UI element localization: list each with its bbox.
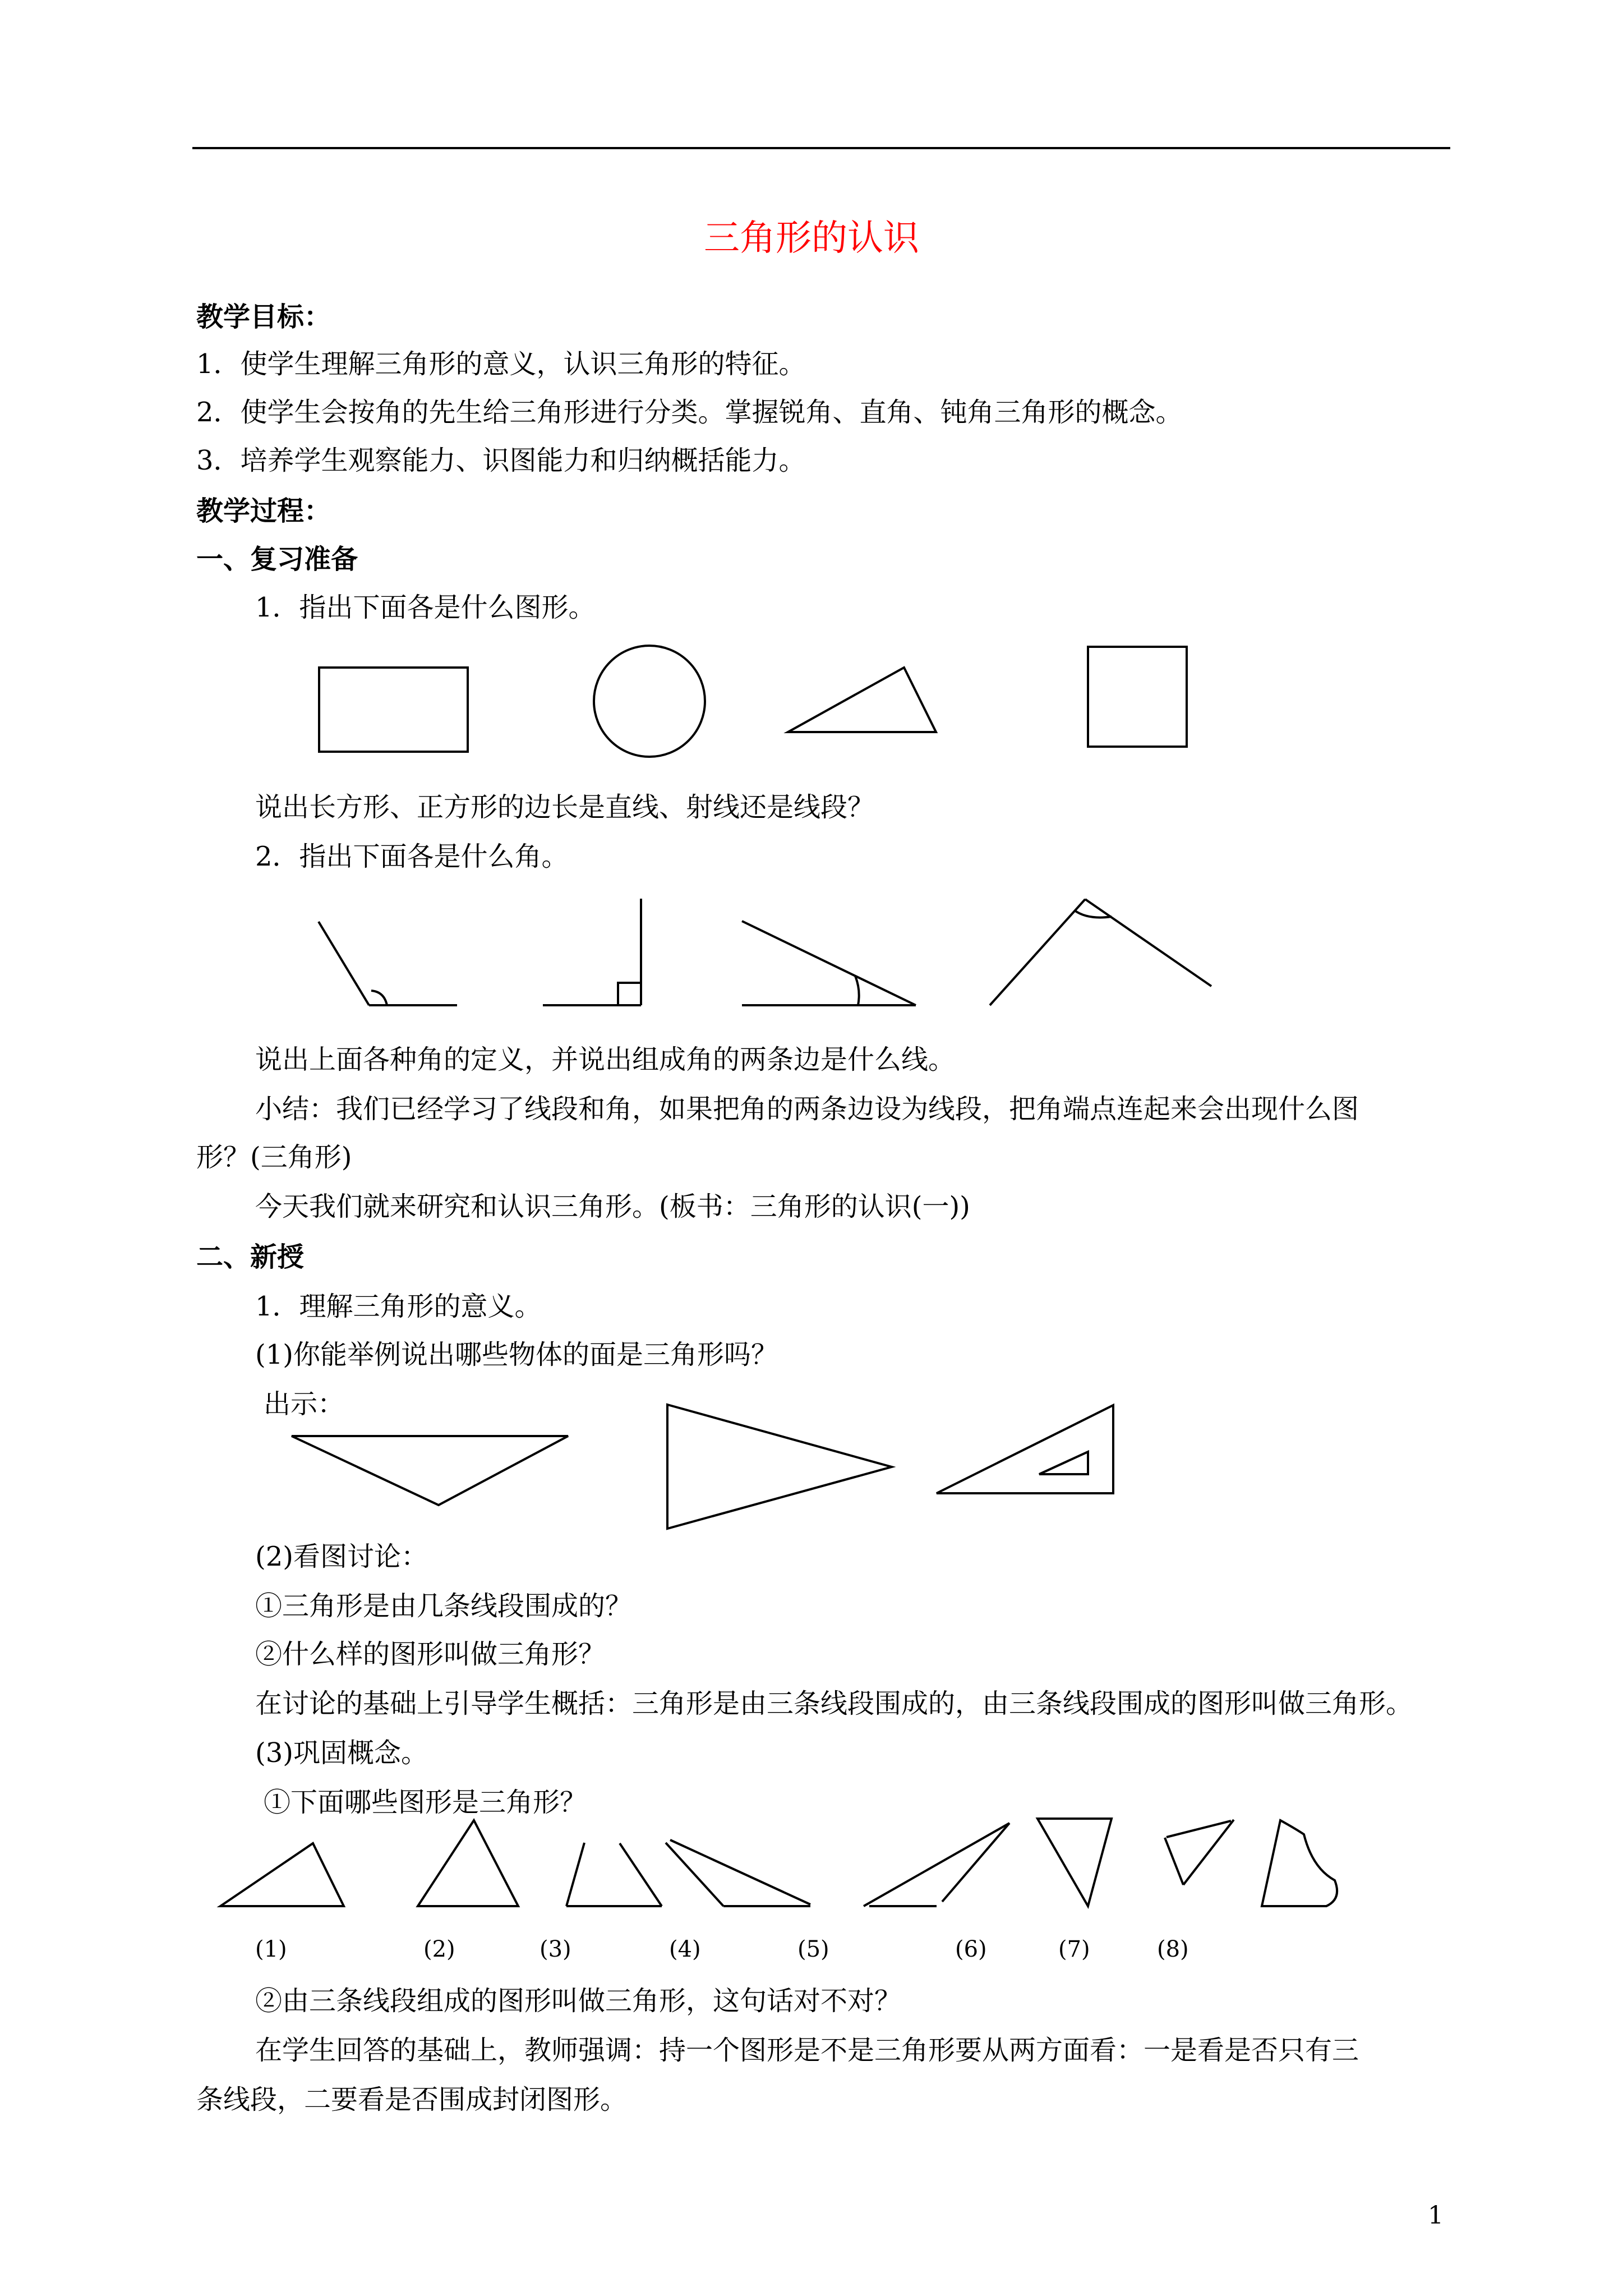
objectives-heading: 教学目标： (196, 301, 331, 333)
section1-q2-followup: 说出上面各种角的定义，并说出组成角的两条边是什么线。 (255, 1044, 956, 1075)
quiz-shape-3 (566, 1843, 662, 1906)
quiz-shape-2 (418, 1820, 518, 1906)
section2-p7: (3)巩固概念。 (255, 1737, 428, 1769)
section2-p5: ②什么样的图形叫做三角形？ (255, 1639, 606, 1670)
objective-2: 2．使学生会按角的先生给三角形进行分类。掌握锐角、直角、钝角三角形的概念。 (196, 397, 1183, 428)
section1-summary-1: 小结：我们已经学习了线段和角，如果把角的两条边设为线段，把角端点连起来会出现什么图 (255, 1093, 1359, 1125)
section2-p3: (2)看图讨论： (255, 1541, 428, 1572)
quiz-shape-5 (864, 1823, 1009, 1906)
quiz-shape-8 (1262, 1820, 1337, 1906)
section1-summary-2: 形？(三角形) (196, 1142, 352, 1173)
quiz-label-7: (7) (1058, 1936, 1090, 1962)
section2-p1: 1．理解三角形的意义。 (255, 1291, 542, 1322)
section2-show: 出示： (264, 1388, 345, 1420)
section2-p10-line2: 条线段，二要看是否围成封闭图形。 (196, 2084, 628, 2115)
quiz-label-1: (1) (255, 1936, 287, 1962)
section1-q1-followup: 说出长方形、正方形的边长是直线、射线还是线段？ (255, 792, 875, 823)
process-heading: 教学过程： (196, 495, 331, 527)
section2-p9: ②由三条线段组成的图形叫做三角形，这句话对不对？ (255, 1985, 902, 2017)
section1-q1: 1．指出下面各是什么图形。 (255, 592, 596, 623)
quiz-label-5: (5) (797, 1936, 829, 1962)
section2-heading: 二、新授 (196, 1241, 305, 1273)
quiz-shape-7 (1165, 1820, 1234, 1885)
section1-intro: 今天我们就来研究和认识三角形。(板书：三角形的认识(一)) (255, 1191, 970, 1222)
quiz-shape-1 (220, 1843, 344, 1906)
section1-q2: 2．指出下面各是什么角。 (255, 841, 569, 872)
section2-p4: ①三角形是由几条线段围成的？ (255, 1590, 633, 1622)
section2-p8: ①下面哪些图形是三角形？ (264, 1787, 587, 1818)
objective-1: 1．使学生理解三角形的意义，认识三角形的特征。 (196, 348, 806, 380)
objective-3: 3．培养学生观察能力、识图能力和归纳概括能力。 (196, 445, 806, 476)
quiz-label-6: (6) (955, 1936, 987, 1962)
section2-p10-line1: 在学生回答的基础上，教师强调：持一个图形是不是三角形要从两方面看：一是看是否只有三 (255, 2035, 1359, 2066)
section1-heading: 一、复习准备 (196, 544, 358, 575)
quiz-label-2: (2) (423, 1936, 455, 1962)
quiz-label-4: (4) (669, 1936, 701, 1962)
quiz-shape-4 (666, 1840, 810, 1906)
page-number: 1 (1428, 2201, 1444, 2230)
section2-p2: (1)你能举例说出哪些物体的面是三角形吗？ (255, 1339, 778, 1370)
quiz-shape-6 (1038, 1819, 1112, 1906)
quiz-label-8: (8) (1157, 1936, 1189, 1962)
quiz-label-3: (3) (540, 1936, 571, 1962)
section2-p6: 在讨论的基础上引导学生概括：三角形是由三条线段围成的，由三条线段围成的图形叫做三角形。 (255, 1688, 1413, 1719)
page-title: 三角形的认识 (704, 218, 919, 259)
